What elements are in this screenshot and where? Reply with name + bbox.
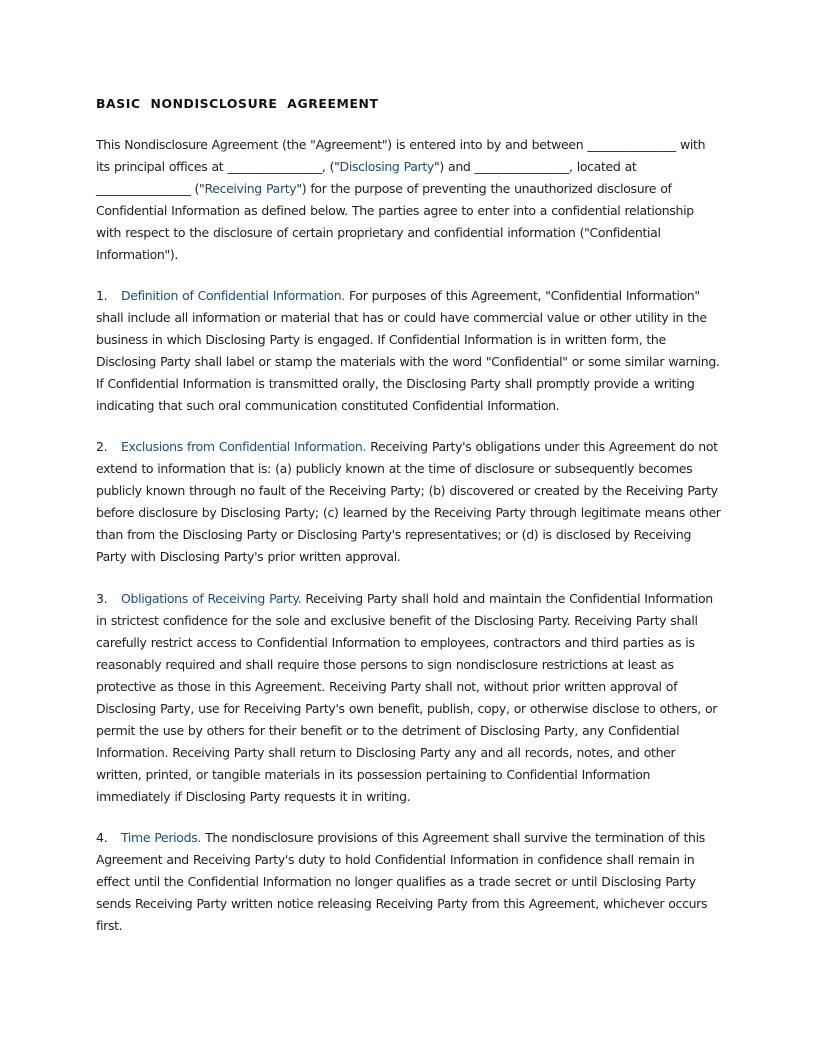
section-body: The nondisclosure provisions of this Agreement shall survive the termination of this Agreement and Receiving Party's duty to hold Confidential Information in confidence shall remain in effect until the Confidential Information no longer qualifies as a trade secret or until Disclosing Party sends Receiving Party written notice releasing Receiving Party from this Agreement, whichever occurs first.	[96, 830, 708, 933]
intro-paragraph	[96, 134, 722, 266]
section-body: Receiving Party's obligations under this Agreement do not extend to information that is: (a) publicly known at the time of disclosure or subsequently becomes publicly known through no fault of the Receiving Party; (b) discovered or created by the Receiving Party before disclosure by Disclosing Party; (c) learned by the Receiving Party through legitimate means other than from the Disclosing Party or Disclosing Party's representatives; or (d) is disclosed by Receiving Party with Disclosing Party's prior written approval.	[96, 439, 721, 564]
disclosing-party-term: Disclosing Party	[339, 159, 434, 174]
document-title: BASIC NONDISCLOSURE AGREEMENT	[96, 96, 379, 111]
intro-text-1: This Nondisclosure Agreement (the "Agreement") is entered into by and between _______________ with its principal offices at ________________, ("	[96, 137, 706, 174]
section-body: Receiving Party shall hold and maintain the Confidential Information in strictest confidence for the sole and exclusive benefit of the Disclosing Party. Receiving Party shall carefully restrict access to Confidential Information to employees, contractors and third parties as is reasonably required and shall require those persons to sign nondisclosure restrictions at least as protective as those in this Agreement. Receiving Party shall not, without prior written approval of Disclosing Party, use for Receiving Party's own benefit, publish, copy, or otherwise disclose to others, or permit the use by others for their benefit or to the detriment of Disclosing Party, any Confidential Information. Receiving Party shall return to Disclosing Party any and all records, notes, and other written, printed, or tangible materials in its possession pertaining to Confidential Information immediately if Disclosing Party requests it in writing.	[96, 591, 718, 804]
section-number: 1.	[96, 288, 108, 303]
intro-text-2: ") and ________________, located at ________________ ("	[96, 159, 637, 196]
section-1-paragraph	[96, 285, 722, 417]
section-heading: Obligations of Receiving Party.	[121, 591, 302, 606]
section-body: For purposes of this Agreement, "Confidential Information" shall include all information or material that has or could have commercial value or other utility in the business in which Disclosing Party is engaged. If Confidential Information is in written form, the Disclosing Party shall label or stamp the materials with the word "Confidential" or some similar warning. If Confidential Information is transmitted orally, the Disclosing Party shall promptly provide a writing indicating that such oral communication constituted Confidential Information.	[96, 288, 720, 413]
section-heading: Exclusions from Confidential Information.	[121, 439, 367, 454]
section-number: 4.	[96, 830, 108, 845]
section-2-paragraph	[96, 436, 722, 568]
receiving-party-term: Receiving Party	[204, 181, 297, 196]
section-3-paragraph	[96, 588, 722, 808]
section-heading: Time Periods.	[121, 830, 201, 845]
section-4-paragraph	[96, 827, 722, 937]
intro-text-3: ") for the purpose of preventing the unauthorized disclosure of Confidential Information as defined below. The parties agree to enter into a confidential relationship with respect to the disclosure of certain proprietary and confidential information ("Confidential Information").	[96, 181, 694, 262]
section-number: 3.	[96, 591, 108, 606]
section-number: 2.	[96, 439, 108, 454]
section-heading: Definition of Confidential Information.	[121, 288, 345, 303]
